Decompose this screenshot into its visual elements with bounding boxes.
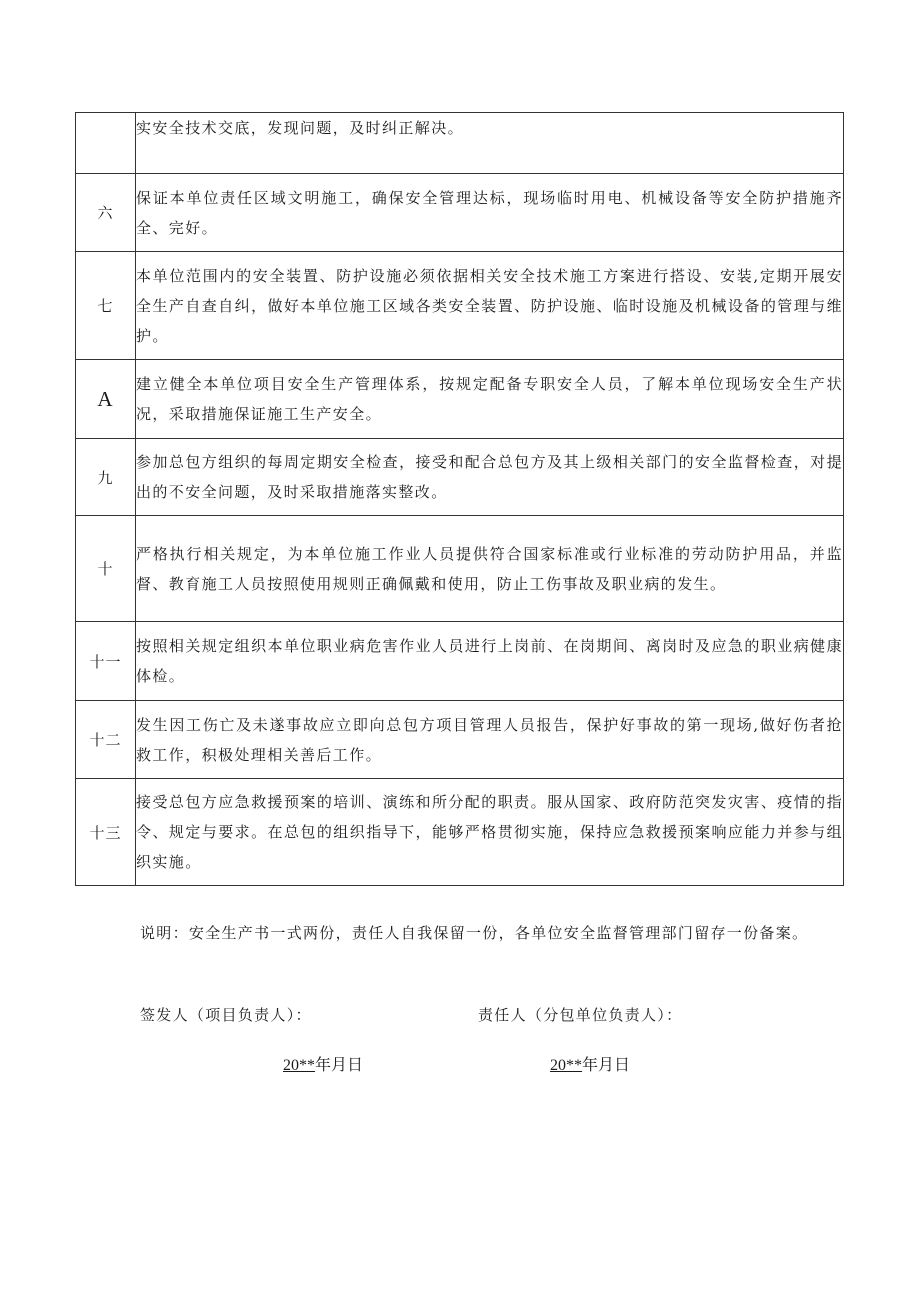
table-row [76, 113, 844, 174]
table-row [76, 439, 844, 516]
row-content: 按照相关规定组织本单位职业病危害作业人员进行上岗前、在岗期间、离岗时及应急的职业病健康体检。 [136, 622, 844, 701]
table-row [76, 252, 844, 360]
table-row [76, 360, 844, 439]
row-content: 本单位范围内的安全装置、防护设施必须依据相关安全技术施工方案进行搭设、安装,定期开展安全生产自查自纠，做好本单位施工区域各类安全装置、防护设施、临时设施及机械设备的管理与维护。 [136, 252, 844, 360]
row-number: 十三 [76, 779, 136, 886]
issuer-signature-label: 签发人（项目负责人）： [140, 1006, 312, 1024]
row-number: 十 [76, 516, 136, 622]
row-content: 接受总包方应急救援预案的培训、演练和所分配的职责。服从国家、政府防范突发灾害、疫情的指令、规定与要求。在总包的组织指导下，能够严格贯彻实施，保持应急救援预案响应能力并参与组织实施。 [136, 779, 844, 886]
table-row [76, 622, 844, 701]
row-number: 六 [76, 174, 136, 252]
row-content: 建立健全本单位项目安全生产管理体系，按规定配备专职安全人员，了解本单位现场安全生产状况，采取措施保证施工生产安全。 [136, 360, 844, 439]
row-content: 实安全技术交底，发现问题，及时纠正解决。 [136, 113, 844, 174]
table-row [76, 779, 844, 886]
row-content: 发生因工伤亡及未遂事故应立即向总包方项目管理人员报告，保护好事故的第一现场,做好伤者抢救工作，积极处理相关善后工作。 [136, 701, 844, 779]
row-content: 保证本单位责任区域文明施工，确保安全管理达标，现场临时用电、机械设备等安全防护措施齐全、完好。 [136, 174, 844, 252]
row-number: 十一 [76, 622, 136, 701]
row-number [76, 113, 136, 174]
responsible-date [550, 1052, 630, 1075]
issuer-date-suffix: 年月日 [315, 1055, 364, 1074]
responsible-date-year: 20** [550, 1057, 582, 1074]
row-content: 严格执行相关规定，为本单位施工作业人员提供符合国家标准或行业标准的劳动防护用品，并监督、教育施工人员按照使用规则正确佩戴和使用，防止工伤事故及职业病的发生。 [136, 516, 844, 622]
table-row [76, 174, 844, 252]
responsible-signature-label: 责任人（分包单位负责人）： [478, 1006, 683, 1024]
issuer-date-year: 20** [283, 1057, 315, 1074]
issuer-date [283, 1052, 363, 1075]
row-number: 九 [76, 439, 136, 516]
responsibility-table [75, 112, 844, 886]
table-row [76, 516, 844, 622]
table-row [76, 701, 844, 779]
row-content: 参加总包方组织的每周定期安全检查，接受和配合总包方及其上级相关部门的安全监督检查，对提出的不安全问题，及时采取措施落实整改。 [136, 439, 844, 516]
row-number: A [76, 360, 136, 439]
explanation-note: 说明：安全生产书一式两份，责任人自我保留一份，各单位安全监督管理部门留存一份备案。 [140, 924, 809, 942]
responsible-date-suffix: 年月日 [582, 1055, 631, 1074]
row-number: 七 [76, 252, 136, 360]
row-number: 十二 [76, 701, 136, 779]
